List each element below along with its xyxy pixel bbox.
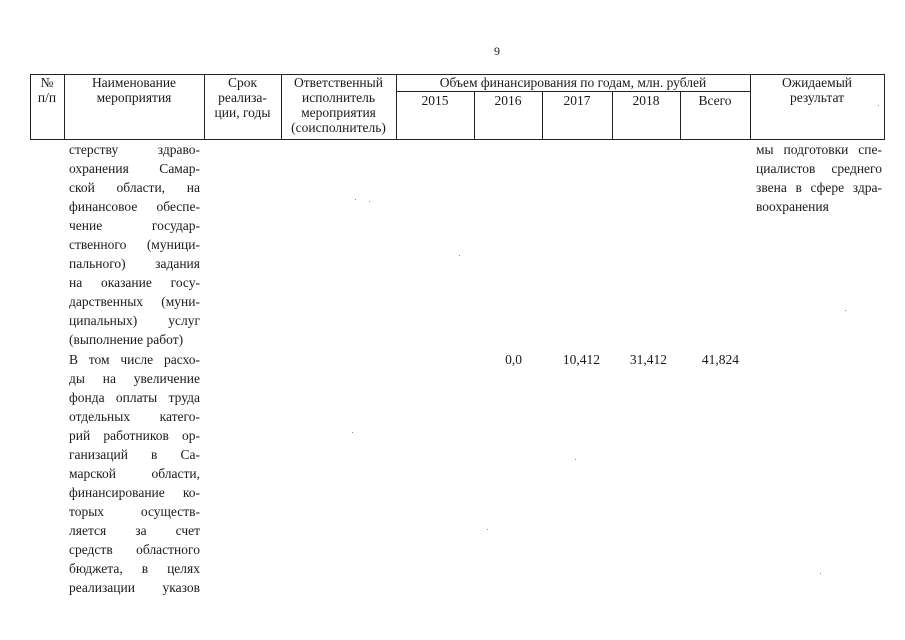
header-name: Наименование мероприятия	[91, 75, 177, 105]
text-line: ды на увеличение	[69, 371, 200, 386]
scan-speck	[845, 310, 846, 311]
text-line: циалистов среднего	[756, 161, 882, 176]
header-funding: Объем финансирования по годам, млн. рублей	[439, 75, 707, 90]
header-result: Ожидаемый результат	[782, 75, 852, 105]
text-line: охранения Самар-	[69, 161, 200, 176]
row2-name-cell	[69, 350, 200, 597]
text-line: фонда оплаты труда	[69, 390, 200, 405]
text-line: ской области, на	[69, 180, 200, 195]
text-line: отдельных катего-	[69, 409, 200, 424]
page-number: 9	[494, 44, 500, 58]
header-term: Срок реализа- ции, годы	[214, 75, 271, 120]
text-line: воохранения	[756, 199, 829, 214]
table-right-border	[884, 74, 885, 140]
text-line: ляется за счет	[69, 523, 200, 538]
text-line: мы подготовки спе-	[756, 142, 882, 157]
value-2017: 10,412	[562, 352, 600, 367]
text-line: торых осуществ-	[69, 504, 200, 519]
text-line: (выполнение работ)	[69, 332, 184, 347]
text-line: финансирование ко-	[69, 485, 200, 500]
text-line: звена в сфере здра-	[756, 180, 882, 195]
text-line: бюджета, в целях	[69, 561, 200, 576]
value-total: 41,824	[701, 352, 739, 367]
scan-speck	[369, 201, 370, 202]
row1-name-cell	[69, 140, 200, 349]
scan-speck	[459, 255, 460, 256]
text-line: ганизаций в Са-	[69, 447, 200, 462]
text-line: ципальных) услуг	[69, 313, 200, 328]
text-line: дарственных (муни-	[69, 294, 200, 309]
text-line: стерству здраво-	[69, 142, 200, 157]
scan-speck	[820, 573, 821, 574]
text-line: на оказание госу-	[69, 275, 200, 290]
header-executor: Ответственный исполнитель мероприятия (соисполнитель)	[291, 75, 386, 135]
header-num: № п/п	[37, 75, 57, 105]
header-year-2018: 2018	[632, 93, 660, 108]
header-year-2016: 2016	[494, 93, 522, 108]
row1-result-cell	[756, 140, 882, 216]
text-line: средств областного	[69, 542, 200, 557]
header-year-2015: 2015	[421, 93, 449, 108]
text-line: рий работников ор-	[69, 428, 200, 443]
scan-speck	[575, 459, 576, 460]
scan-speck	[355, 199, 356, 200]
header-year-2017: 2017	[563, 93, 591, 108]
text-line: пального) задания	[69, 256, 200, 271]
text-line: ственного (муници-	[69, 237, 200, 252]
header-total: Всего	[698, 93, 732, 108]
value-2016: 0,0	[505, 352, 522, 367]
years-divider-line	[396, 91, 750, 92]
value-2018: 31,412	[629, 352, 667, 367]
scan-speck	[878, 105, 879, 106]
text-line: финансовое обеспе-	[69, 199, 200, 214]
text-line: реализации указов	[69, 580, 200, 595]
text-line: В том числе расхо-	[69, 352, 200, 367]
scan-speck	[352, 432, 353, 433]
scan-speck	[487, 529, 488, 530]
text-line: марской области,	[69, 466, 200, 481]
text-line: чение государ-	[69, 218, 200, 233]
